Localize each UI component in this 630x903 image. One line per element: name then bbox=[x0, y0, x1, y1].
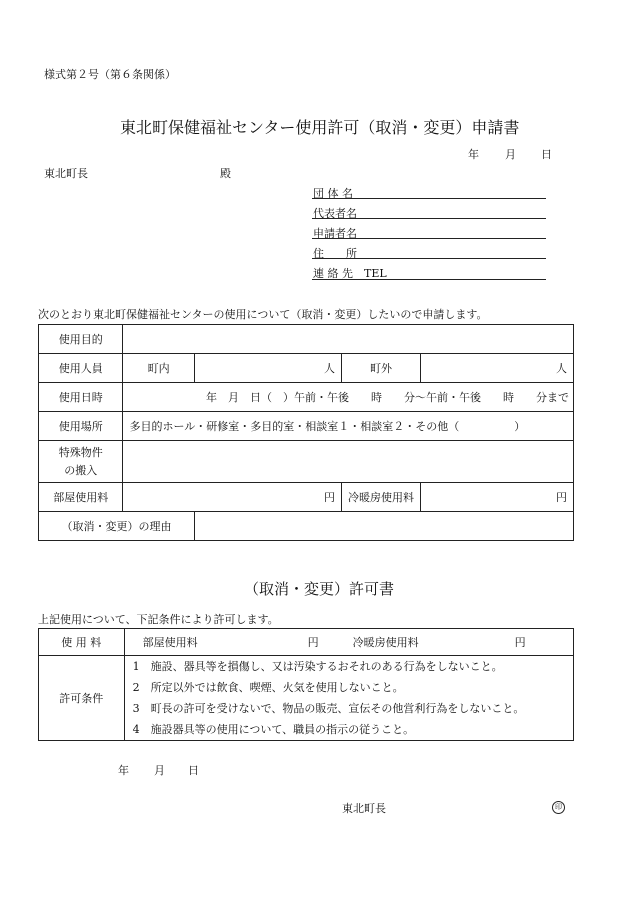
permit-ac-fee-label: 冷暖房使用料 bbox=[352, 636, 419, 649]
date-year: 年 bbox=[468, 148, 479, 161]
date-month: 月 bbox=[505, 148, 516, 161]
permit-fee-row bbox=[39, 629, 574, 656]
town-in-unit: 人 bbox=[324, 362, 335, 375]
permit-intro: 上記使用について、下記条件により許可します。 bbox=[38, 613, 279, 626]
applicant-rep-label: 代表者名 bbox=[313, 207, 357, 220]
purpose-label: 使用目的 bbox=[39, 325, 123, 354]
place-label: 使用場所 bbox=[39, 412, 123, 441]
page-title: 東北町保健福祉センター使用許可（取消・変更）申請書 bbox=[120, 118, 520, 137]
ac-fee-label: 冷暖房使用料 bbox=[342, 483, 421, 512]
application-table bbox=[38, 324, 574, 541]
applicant-address-line[interactable] bbox=[312, 258, 546, 259]
ac-fee-field[interactable] bbox=[421, 483, 574, 512]
permit-title: （取消・変更）許可書 bbox=[244, 580, 395, 598]
town-out-label: 町外 bbox=[342, 354, 421, 383]
room-fee-label: 部屋使用料 bbox=[39, 483, 123, 512]
applicant-rep-line[interactable] bbox=[312, 218, 546, 219]
permit-conditions-row bbox=[39, 656, 574, 741]
permit-room-fee-label: 部屋使用料 bbox=[142, 636, 198, 649]
ac-fee-yen: 円 bbox=[556, 491, 567, 504]
condition-item: 1 施設、器具等を損傷し、又は汚染するおそれのある行為をしないこと。 bbox=[132, 660, 503, 673]
applicant-name-label: 申請者名 bbox=[313, 227, 357, 240]
special-field[interactable] bbox=[123, 441, 574, 483]
fee-row bbox=[39, 483, 574, 512]
permit-signer: 東北町長 bbox=[342, 802, 386, 815]
applicant-contact-line[interactable] bbox=[312, 279, 546, 280]
applicant-contact-label: 連 絡 先 TEL bbox=[313, 267, 387, 280]
people-row bbox=[39, 354, 574, 383]
purpose-field[interactable] bbox=[123, 325, 574, 354]
applicant-group-label: 団 体 名 bbox=[313, 187, 353, 200]
place-row bbox=[39, 412, 574, 441]
special-label bbox=[39, 441, 123, 483]
permit-fee-label: 使 用 料 bbox=[39, 629, 125, 656]
town-out-count[interactable] bbox=[421, 354, 574, 383]
purpose-row bbox=[39, 325, 574, 354]
permit-fee-field[interactable] bbox=[124, 629, 573, 656]
special-row bbox=[39, 441, 574, 483]
permit-date-year: 年 bbox=[118, 764, 129, 777]
place-field[interactable]: 多目的ホール・研修室・多目的室・相談室１・相談室２・その他（ ） bbox=[123, 412, 574, 441]
applicant-address-label: 住 所 bbox=[313, 247, 357, 260]
applicant-group-line[interactable] bbox=[312, 198, 546, 199]
condition-item: 4 施設器具等の使用について、職員の指示の従うこと。 bbox=[132, 723, 415, 736]
datetime-label: 使用日時 bbox=[39, 383, 123, 412]
reason-field[interactable] bbox=[194, 512, 573, 541]
permit-date-month: 月 bbox=[154, 764, 165, 777]
datetime-row bbox=[39, 383, 574, 412]
room-fee-field[interactable] bbox=[123, 483, 342, 512]
permit-table bbox=[38, 628, 574, 741]
permit-date-day: 日 bbox=[188, 764, 199, 777]
people-label: 使用人員 bbox=[39, 354, 123, 383]
town-out-unit: 人 bbox=[556, 362, 567, 375]
town-in-label: 町内 bbox=[123, 354, 194, 383]
town-in-count[interactable] bbox=[194, 354, 341, 383]
special-label-line1: 特殊物件 bbox=[58, 445, 103, 459]
datetime-field[interactable]: 年 月 日（ ）午前・午後 時 分～午前・午後 時 分まで bbox=[123, 383, 574, 412]
condition-item: 2 所定以外では飲食、喫煙、火気を使用しないこと。 bbox=[132, 681, 404, 694]
special-label-line2: の搬入 bbox=[64, 463, 98, 477]
permit-conditions-list bbox=[124, 656, 573, 741]
condition-item: 3 町長の許可を受けないで、物品の販売、宣伝その他営利行為をしないこと。 bbox=[132, 702, 525, 715]
seal-icon: 印 bbox=[552, 801, 565, 814]
application-intro: 次のとおり東北町保健福祉センターの使用について（取消・変更）したいので申請します。 bbox=[38, 308, 488, 321]
applicant-name-line[interactable] bbox=[312, 238, 546, 239]
permit-conditions-label: 許可条件 bbox=[39, 656, 125, 741]
reason-row bbox=[39, 512, 574, 541]
form-number: 様式第２号（第６条関係） bbox=[44, 68, 176, 81]
addressee-honorific: 殿 bbox=[220, 167, 231, 180]
reason-label: （取消・変更）の理由 bbox=[39, 512, 195, 541]
date-day: 日 bbox=[541, 148, 552, 161]
permit-ac-fee-yen: 円 bbox=[514, 636, 526, 649]
room-fee-yen: 円 bbox=[324, 491, 335, 504]
addressee-name: 東北町長 bbox=[44, 167, 88, 180]
permit-room-fee-yen: 円 bbox=[307, 636, 319, 649]
